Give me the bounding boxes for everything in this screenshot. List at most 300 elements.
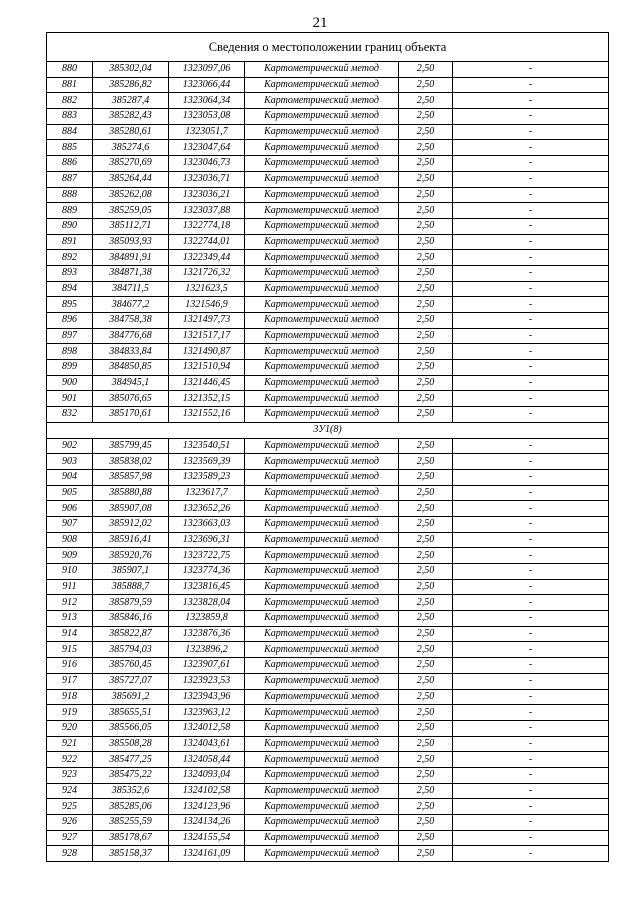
description-cell: - [453, 611, 609, 627]
coord-x-cell: 384871,38 [93, 265, 169, 281]
table-row [47, 689, 609, 705]
description-cell: - [453, 658, 609, 674]
description-cell: - [453, 595, 609, 611]
coord-y-cell: 1323943,96 [169, 689, 245, 705]
method-cell: Картометрический метод [245, 93, 399, 109]
accuracy-cell: 2,50 [399, 265, 453, 281]
coord-x-cell: 385286,82 [93, 77, 169, 93]
coord-y-cell: 1321546,9 [169, 297, 245, 313]
point-number-cell: 910 [47, 564, 93, 580]
table-row [47, 815, 609, 831]
accuracy-cell: 2,50 [399, 815, 453, 831]
coord-x-cell: 385508,28 [93, 736, 169, 752]
description-cell: - [453, 438, 609, 454]
accuracy-cell: 2,50 [399, 234, 453, 250]
coord-x-cell: 385255,59 [93, 815, 169, 831]
accuracy-cell: 2,50 [399, 218, 453, 234]
point-number-cell: 890 [47, 218, 93, 234]
accuracy-cell: 2,50 [399, 344, 453, 360]
coord-y-cell: 1323047,64 [169, 140, 245, 156]
point-number-cell: 924 [47, 783, 93, 799]
description-cell: - [453, 736, 609, 752]
description-cell: - [453, 516, 609, 532]
coord-x-cell: 385302,04 [93, 62, 169, 78]
method-cell: Картометрический метод [245, 611, 399, 627]
coord-y-cell: 1323859,8 [169, 611, 245, 627]
table-row [47, 626, 609, 642]
point-number-cell: 880 [47, 62, 93, 78]
method-cell: Картометрический метод [245, 281, 399, 297]
method-cell: Картометрический метод [245, 579, 399, 595]
coord-x-cell: 384776,68 [93, 328, 169, 344]
coord-y-cell: 1323828,04 [169, 595, 245, 611]
table-row [47, 344, 609, 360]
table-row [47, 611, 609, 627]
coord-y-cell: 1323540,51 [169, 438, 245, 454]
point-number-cell: 912 [47, 595, 93, 611]
table-row [47, 124, 609, 140]
coord-x-cell: 384891,91 [93, 250, 169, 266]
accuracy-cell: 2,50 [399, 595, 453, 611]
method-cell: Картометрический метод [245, 736, 399, 752]
accuracy-cell: 2,50 [399, 281, 453, 297]
coord-y-cell: 1323097,06 [169, 62, 245, 78]
description-cell: - [453, 673, 609, 689]
table-row [47, 438, 609, 454]
coord-x-cell: 385475,22 [93, 767, 169, 783]
point-number-cell: 888 [47, 187, 93, 203]
accuracy-cell: 2,50 [399, 516, 453, 532]
method-cell: Картометрический метод [245, 250, 399, 266]
coord-x-cell: 385880,88 [93, 485, 169, 501]
description-cell: - [453, 124, 609, 140]
table-row [47, 407, 609, 423]
method-cell: Картометрический метод [245, 454, 399, 470]
coord-x-cell: 385076,65 [93, 391, 169, 407]
coord-y-cell: 1321623,5 [169, 281, 245, 297]
accuracy-cell: 2,50 [399, 767, 453, 783]
point-number-cell: 886 [47, 156, 93, 172]
coord-y-cell: 1324161,09 [169, 846, 245, 862]
table-row [47, 62, 609, 78]
method-cell: Картометрический метод [245, 783, 399, 799]
point-number-cell: 923 [47, 767, 93, 783]
accuracy-cell: 2,50 [399, 187, 453, 203]
coord-x-cell: 384677,2 [93, 297, 169, 313]
table-row [47, 265, 609, 281]
coord-y-cell: 1323036,21 [169, 187, 245, 203]
accuracy-cell: 2,50 [399, 469, 453, 485]
method-cell: Картометрический метод [245, 532, 399, 548]
accuracy-cell: 2,50 [399, 297, 453, 313]
description-cell: - [453, 375, 609, 391]
method-cell: Картометрический метод [245, 752, 399, 768]
point-number-cell: 915 [47, 642, 93, 658]
accuracy-cell: 2,50 [399, 171, 453, 187]
description-cell: - [453, 720, 609, 736]
accuracy-cell: 2,50 [399, 783, 453, 799]
accuracy-cell: 2,50 [399, 156, 453, 172]
table-title-row [47, 33, 609, 62]
coord-x-cell: 385282,43 [93, 109, 169, 125]
accuracy-cell: 2,50 [399, 438, 453, 454]
point-number-cell: 918 [47, 689, 93, 705]
description-cell: - [453, 109, 609, 125]
coord-x-cell: 385888,7 [93, 579, 169, 595]
method-cell: Картометрический метод [245, 77, 399, 93]
coord-x-cell: 385879,59 [93, 595, 169, 611]
table-row [47, 532, 609, 548]
coord-x-cell: 384945,1 [93, 375, 169, 391]
coord-x-cell: 385093,93 [93, 234, 169, 250]
coord-x-cell: 385262,08 [93, 187, 169, 203]
coord-y-cell: 1321497,73 [169, 313, 245, 329]
table-row [47, 218, 609, 234]
accuracy-cell: 2,50 [399, 485, 453, 501]
coord-y-cell: 1322774,18 [169, 218, 245, 234]
accuracy-cell: 2,50 [399, 705, 453, 721]
method-cell: Картометрический метод [245, 720, 399, 736]
method-cell: Картометрический метод [245, 799, 399, 815]
description-cell: - [453, 250, 609, 266]
coord-y-cell: 1324058,44 [169, 752, 245, 768]
coord-x-cell: 385794,03 [93, 642, 169, 658]
accuracy-cell: 2,50 [399, 846, 453, 862]
coord-y-cell: 1324093,04 [169, 767, 245, 783]
accuracy-cell: 2,50 [399, 328, 453, 344]
description-cell: - [453, 469, 609, 485]
table-title: Сведения о местоположении границ объекта [47, 33, 609, 62]
method-cell: Картометрический метод [245, 658, 399, 674]
coord-x-cell: 385285,06 [93, 799, 169, 815]
table-row [47, 736, 609, 752]
method-cell: Картометрический метод [245, 469, 399, 485]
description-cell: - [453, 391, 609, 407]
method-cell: Картометрический метод [245, 705, 399, 721]
table-row [47, 548, 609, 564]
description-cell: - [453, 297, 609, 313]
coord-x-cell: 385907,1 [93, 564, 169, 580]
description-cell: - [453, 485, 609, 501]
point-number-cell: 916 [47, 658, 93, 674]
method-cell: Картометрический метод [245, 218, 399, 234]
table-row [47, 752, 609, 768]
method-cell: Картометрический метод [245, 328, 399, 344]
table-row [47, 109, 609, 125]
point-number-cell: 922 [47, 752, 93, 768]
description-cell: - [453, 642, 609, 658]
description-cell: - [453, 93, 609, 109]
coord-x-cell: 385158,37 [93, 846, 169, 862]
coord-y-cell: 1324102,58 [169, 783, 245, 799]
point-number-cell: 891 [47, 234, 93, 250]
accuracy-cell: 2,50 [399, 391, 453, 407]
table-row [47, 469, 609, 485]
description-cell: - [453, 846, 609, 862]
method-cell: Картометрический метод [245, 815, 399, 831]
table-row [47, 846, 609, 862]
coord-x-cell: 385822,87 [93, 626, 169, 642]
description-cell: - [453, 62, 609, 78]
method-cell: Картометрический метод [245, 626, 399, 642]
table-row [47, 156, 609, 172]
table-row [47, 187, 609, 203]
section-row [47, 422, 609, 438]
table-row [47, 658, 609, 674]
coord-x-cell: 385846,16 [93, 611, 169, 627]
method-cell: Картометрический метод [245, 767, 399, 783]
method-cell: Картометрический метод [245, 438, 399, 454]
coord-y-cell: 1324134,26 [169, 815, 245, 831]
table-row [47, 203, 609, 219]
point-number-cell: 927 [47, 830, 93, 846]
coord-y-cell: 1323816,45 [169, 579, 245, 595]
accuracy-cell: 2,50 [399, 124, 453, 140]
accuracy-cell: 2,50 [399, 830, 453, 846]
coord-y-cell: 1324123,96 [169, 799, 245, 815]
coord-x-cell: 384711,5 [93, 281, 169, 297]
description-cell: - [453, 234, 609, 250]
point-number-cell: 902 [47, 438, 93, 454]
point-number-cell: 897 [47, 328, 93, 344]
description-cell: - [453, 564, 609, 580]
accuracy-cell: 2,50 [399, 93, 453, 109]
table-row [47, 313, 609, 329]
coord-x-cell: 385838,02 [93, 454, 169, 470]
table-row [47, 297, 609, 313]
table-row [47, 642, 609, 658]
point-number-cell: 908 [47, 532, 93, 548]
coord-y-cell: 1323589,23 [169, 469, 245, 485]
coord-y-cell: 1322349,44 [169, 250, 245, 266]
point-number-cell: 914 [47, 626, 93, 642]
accuracy-cell: 2,50 [399, 501, 453, 517]
point-number-cell: 894 [47, 281, 93, 297]
table-row [47, 454, 609, 470]
coord-y-cell: 1323923,53 [169, 673, 245, 689]
accuracy-cell: 2,50 [399, 579, 453, 595]
table-row [47, 234, 609, 250]
method-cell: Картометрический метод [245, 297, 399, 313]
point-number-cell: 925 [47, 799, 93, 815]
method-cell: Картометрический метод [245, 124, 399, 140]
accuracy-cell: 2,50 [399, 62, 453, 78]
coord-x-cell: 385259,05 [93, 203, 169, 219]
description-cell: - [453, 187, 609, 203]
method-cell: Картометрический метод [245, 203, 399, 219]
coord-y-cell: 1323066,44 [169, 77, 245, 93]
description-cell: - [453, 752, 609, 768]
accuracy-cell: 2,50 [399, 736, 453, 752]
table-row [47, 375, 609, 391]
method-cell: Картометрический метод [245, 344, 399, 360]
accuracy-cell: 2,50 [399, 250, 453, 266]
point-number-cell: 904 [47, 469, 93, 485]
coord-x-cell: 385477,25 [93, 752, 169, 768]
coord-y-cell: 1323046,73 [169, 156, 245, 172]
description-cell: - [453, 140, 609, 156]
coord-y-cell: 1323907,61 [169, 658, 245, 674]
coord-x-cell: 384758,38 [93, 313, 169, 329]
coord-y-cell: 1324043,61 [169, 736, 245, 752]
method-cell: Картометрический метод [245, 109, 399, 125]
coord-y-cell: 1323722,75 [169, 548, 245, 564]
coord-y-cell: 1323896,2 [169, 642, 245, 658]
point-number-cell: 896 [47, 313, 93, 329]
method-cell: Картометрический метод [245, 360, 399, 376]
point-number-cell: 899 [47, 360, 93, 376]
coord-x-cell: 385691,2 [93, 689, 169, 705]
table-row [47, 501, 609, 517]
accuracy-cell: 2,50 [399, 689, 453, 705]
method-cell: Картометрический метод [245, 171, 399, 187]
coord-x-cell: 385857,98 [93, 469, 169, 485]
accuracy-cell: 2,50 [399, 407, 453, 423]
accuracy-cell: 2,50 [399, 658, 453, 674]
table-row [47, 328, 609, 344]
coord-y-cell: 1323963,12 [169, 705, 245, 721]
method-cell: Картометрический метод [245, 846, 399, 862]
point-number-cell: 917 [47, 673, 93, 689]
description-cell: - [453, 783, 609, 799]
table-row [47, 281, 609, 297]
method-cell: Картометрический метод [245, 548, 399, 564]
point-number-cell: 907 [47, 516, 93, 532]
method-cell: Картометрический метод [245, 391, 399, 407]
point-number-cell: 913 [47, 611, 93, 627]
accuracy-cell: 2,50 [399, 626, 453, 642]
description-cell: - [453, 689, 609, 705]
method-cell: Картометрический метод [245, 595, 399, 611]
method-cell: Картометрический метод [245, 830, 399, 846]
method-cell: Картометрический метод [245, 187, 399, 203]
table-row [47, 360, 609, 376]
accuracy-cell: 2,50 [399, 140, 453, 156]
coord-x-cell: 385170,61 [93, 407, 169, 423]
section-label: 3У1(8) [47, 422, 609, 438]
description-cell: - [453, 626, 609, 642]
coord-x-cell: 385799,45 [93, 438, 169, 454]
description-cell: - [453, 548, 609, 564]
point-number-cell: 911 [47, 579, 93, 595]
point-number-cell: 901 [47, 391, 93, 407]
point-number-cell: 885 [47, 140, 93, 156]
coord-x-cell: 385920,76 [93, 548, 169, 564]
accuracy-cell: 2,50 [399, 642, 453, 658]
coord-y-cell: 1323774,36 [169, 564, 245, 580]
table-row [47, 799, 609, 815]
method-cell: Картометрический метод [245, 673, 399, 689]
table-row [47, 77, 609, 93]
description-cell: - [453, 328, 609, 344]
accuracy-cell: 2,50 [399, 454, 453, 470]
method-cell: Картометрический метод [245, 140, 399, 156]
coord-x-cell: 385270,69 [93, 156, 169, 172]
coord-y-cell: 1321446,45 [169, 375, 245, 391]
coord-x-cell: 385907,08 [93, 501, 169, 517]
table-row [47, 485, 609, 501]
accuracy-cell: 2,50 [399, 532, 453, 548]
coord-x-cell: 385178,67 [93, 830, 169, 846]
coord-x-cell: 385112,71 [93, 218, 169, 234]
description-cell: - [453, 281, 609, 297]
table-row [47, 830, 609, 846]
table-row [47, 171, 609, 187]
description-cell: - [453, 830, 609, 846]
description-cell: - [453, 203, 609, 219]
coord-x-cell: 385280,61 [93, 124, 169, 140]
point-number-cell: 926 [47, 815, 93, 831]
point-number-cell: 882 [47, 93, 93, 109]
method-cell: Картометрический метод [245, 516, 399, 532]
description-cell: - [453, 705, 609, 721]
coord-x-cell: 385566,05 [93, 720, 169, 736]
coord-x-cell: 384850,85 [93, 360, 169, 376]
method-cell: Картометрический метод [245, 265, 399, 281]
table-row [47, 595, 609, 611]
description-cell: - [453, 532, 609, 548]
method-cell: Картометрический метод [245, 234, 399, 250]
coord-y-cell: 1323064,34 [169, 93, 245, 109]
method-cell: Картометрический метод [245, 642, 399, 658]
method-cell: Картометрический метод [245, 156, 399, 172]
coord-y-cell: 1323037,88 [169, 203, 245, 219]
description-cell: - [453, 799, 609, 815]
method-cell: Картометрический метод [245, 501, 399, 517]
accuracy-cell: 2,50 [399, 77, 453, 93]
accuracy-cell: 2,50 [399, 611, 453, 627]
coord-x-cell: 385912,02 [93, 516, 169, 532]
description-cell: - [453, 265, 609, 281]
point-number-cell: 898 [47, 344, 93, 360]
coord-y-cell: 1324012,58 [169, 720, 245, 736]
table-row [47, 140, 609, 156]
coord-x-cell: 385352,6 [93, 783, 169, 799]
point-number-cell: 900 [47, 375, 93, 391]
description-cell: - [453, 407, 609, 423]
method-cell: Картометрический метод [245, 407, 399, 423]
page-number: 21 [312, 15, 328, 31]
point-number-cell: 905 [47, 485, 93, 501]
description-cell: - [453, 156, 609, 172]
coord-y-cell: 1323569,39 [169, 454, 245, 470]
point-number-cell: 919 [47, 705, 93, 721]
table-row [47, 391, 609, 407]
description-cell: - [453, 579, 609, 595]
table-row [47, 93, 609, 109]
coord-y-cell: 1321352,15 [169, 391, 245, 407]
table-row [47, 767, 609, 783]
accuracy-cell: 2,50 [399, 203, 453, 219]
coord-x-cell: 385264,44 [93, 171, 169, 187]
coord-x-cell: 385727,07 [93, 673, 169, 689]
point-number-cell: 909 [47, 548, 93, 564]
coord-y-cell: 1323053,08 [169, 109, 245, 125]
point-number-cell: 893 [47, 265, 93, 281]
point-number-cell: 928 [47, 846, 93, 862]
coord-x-cell: 385287,4 [93, 93, 169, 109]
point-number-cell: 920 [47, 720, 93, 736]
method-cell: Картометрический метод [245, 375, 399, 391]
accuracy-cell: 2,50 [399, 375, 453, 391]
accuracy-cell: 2,50 [399, 313, 453, 329]
coord-y-cell: 1321726,32 [169, 265, 245, 281]
point-number-cell: 903 [47, 454, 93, 470]
table-row [47, 564, 609, 580]
coord-x-cell: 385655,51 [93, 705, 169, 721]
coord-y-cell: 1321552,16 [169, 407, 245, 423]
point-number-cell: 884 [47, 124, 93, 140]
